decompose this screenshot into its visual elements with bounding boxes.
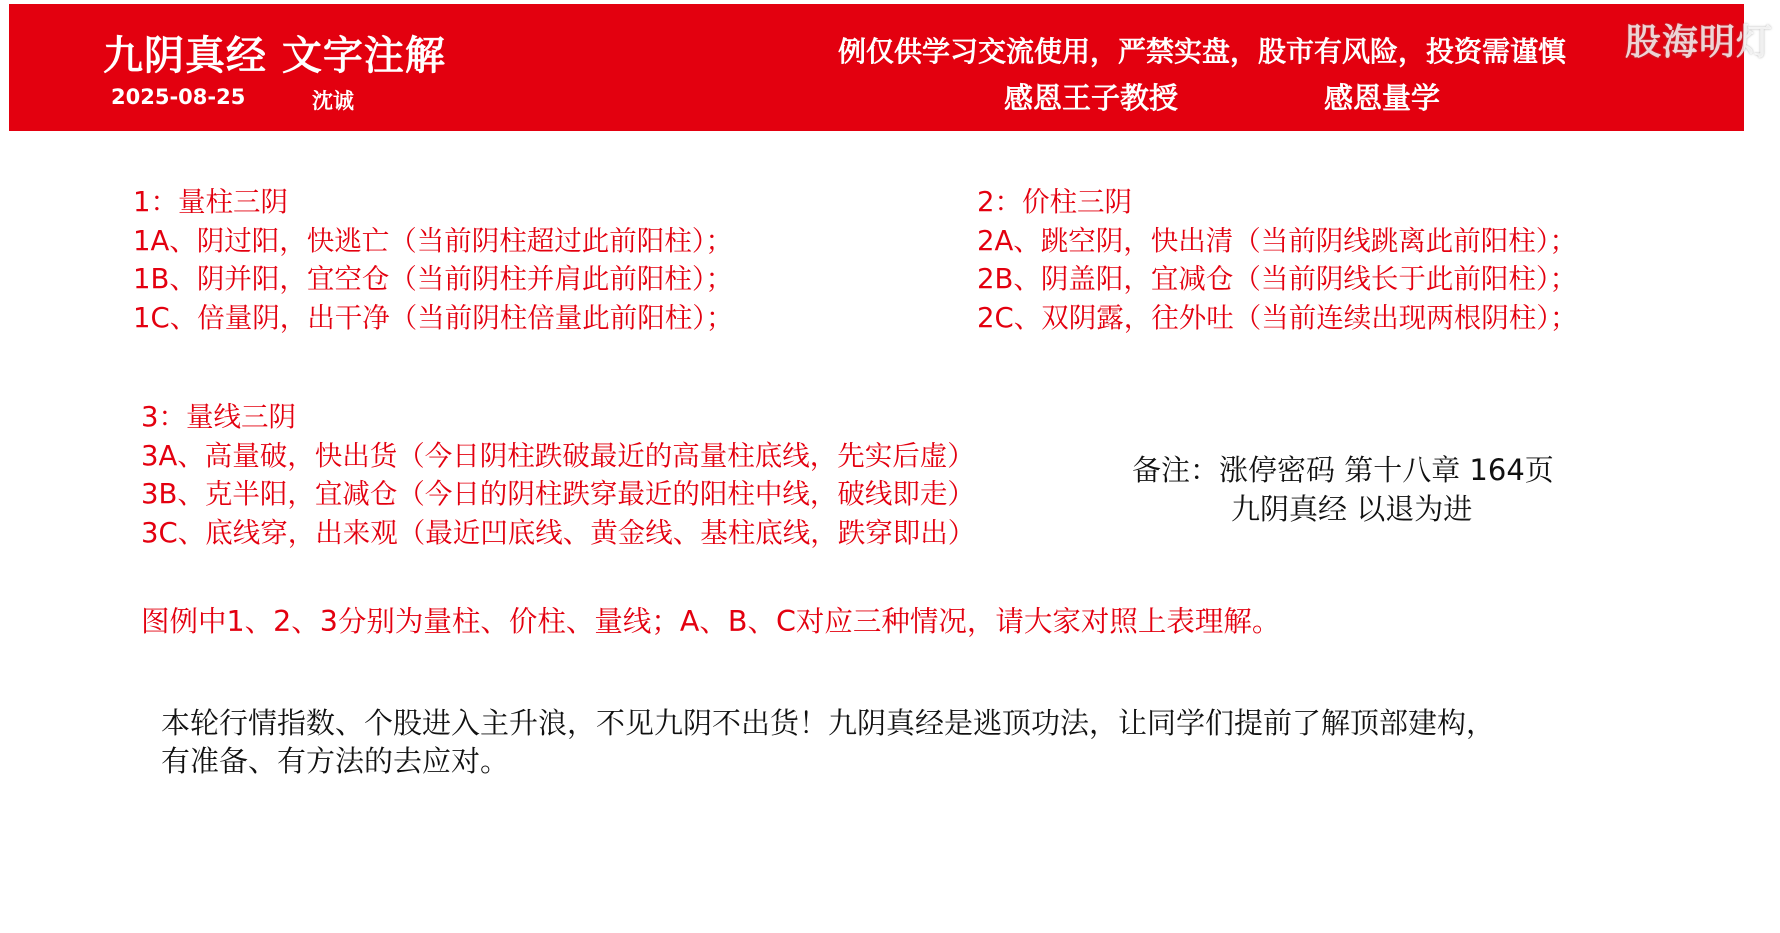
section-heading: 1：量柱三阴 — [133, 186, 288, 218]
rule-item: 2B、阴盖阳，宜减仓（当前阴线长于此前阳柱）； — [977, 263, 1578, 295]
paragraph-line: 有准备、有方法的去应对。 — [161, 744, 510, 778]
rule-item: 2C、双阴露，往外吐（当前连续出现两根阴柱）； — [977, 301, 1578, 334]
note-block — [1132, 451, 1554, 529]
section-volume-bar — [133, 183, 733, 337]
note-line: 九阴真经 以退为进 — [1231, 492, 1473, 526]
rule-item: 1C、倍量阴，出干净（当前阴柱倍量此前阳柱）； — [133, 301, 734, 334]
watermark-text: 股海明灯 — [1625, 22, 1774, 63]
rule-item: 3C、底线穿，出来观（最近凹底线、黄金线、基柱底线，跌穿即出） — [141, 516, 976, 549]
thanks-text-1: 感恩王子教授 — [1004, 81, 1179, 115]
summary-paragraph — [161, 704, 1495, 780]
section-price-bar — [977, 183, 1577, 337]
thanks-text-2: 感恩量学 — [1324, 81, 1441, 115]
page-title: 九阴真经 文字注解 — [103, 33, 446, 79]
legend-text: 图例中1、2、3分别为量柱、价柱、量线；A、B、C对应三种情况，请大家对照上表理解。 — [141, 605, 1281, 638]
rule-item: 1A、阴过阳，快逃亡（当前阴柱超过此前阳柱）； — [133, 224, 734, 257]
rule-item: 2A、跳空阴，快出清（当前阴线跳离此前阳柱）； — [977, 224, 1578, 257]
header-banner — [9, 4, 1744, 131]
rule-item: 3B、克半阳，宜减仓（今日的阴柱跌穿最近的阳柱中线，破线即走） — [141, 478, 975, 510]
section-volume-line — [141, 398, 975, 552]
rule-item: 3A、高量破，快出货（今日阴柱跌破最近的高量柱底线，先实后虚） — [141, 439, 975, 472]
author-label: 沈诚 — [312, 89, 354, 113]
rule-item: 1B、阴并阳，宜空仓（当前阴柱并肩此前阳柱）； — [133, 263, 734, 295]
disclaimer-text: 例仅供学习交流使用，严禁实盘，股市有风险，投资需谨慎 — [838, 35, 1567, 68]
section-heading: 2：价柱三阴 — [977, 186, 1132, 218]
date-label: 2025-08-25 — [111, 85, 246, 109]
section-heading: 3：量线三阴 — [141, 401, 296, 433]
note-line: 备注：涨停密码 第十八章 164页 — [1132, 453, 1554, 487]
paragraph-line: 本轮行情指数、个股进入主升浪，不见九阴不出货！九阴真经是逃顶功法，让同学们提前了解顶部建构， — [161, 706, 1496, 740]
